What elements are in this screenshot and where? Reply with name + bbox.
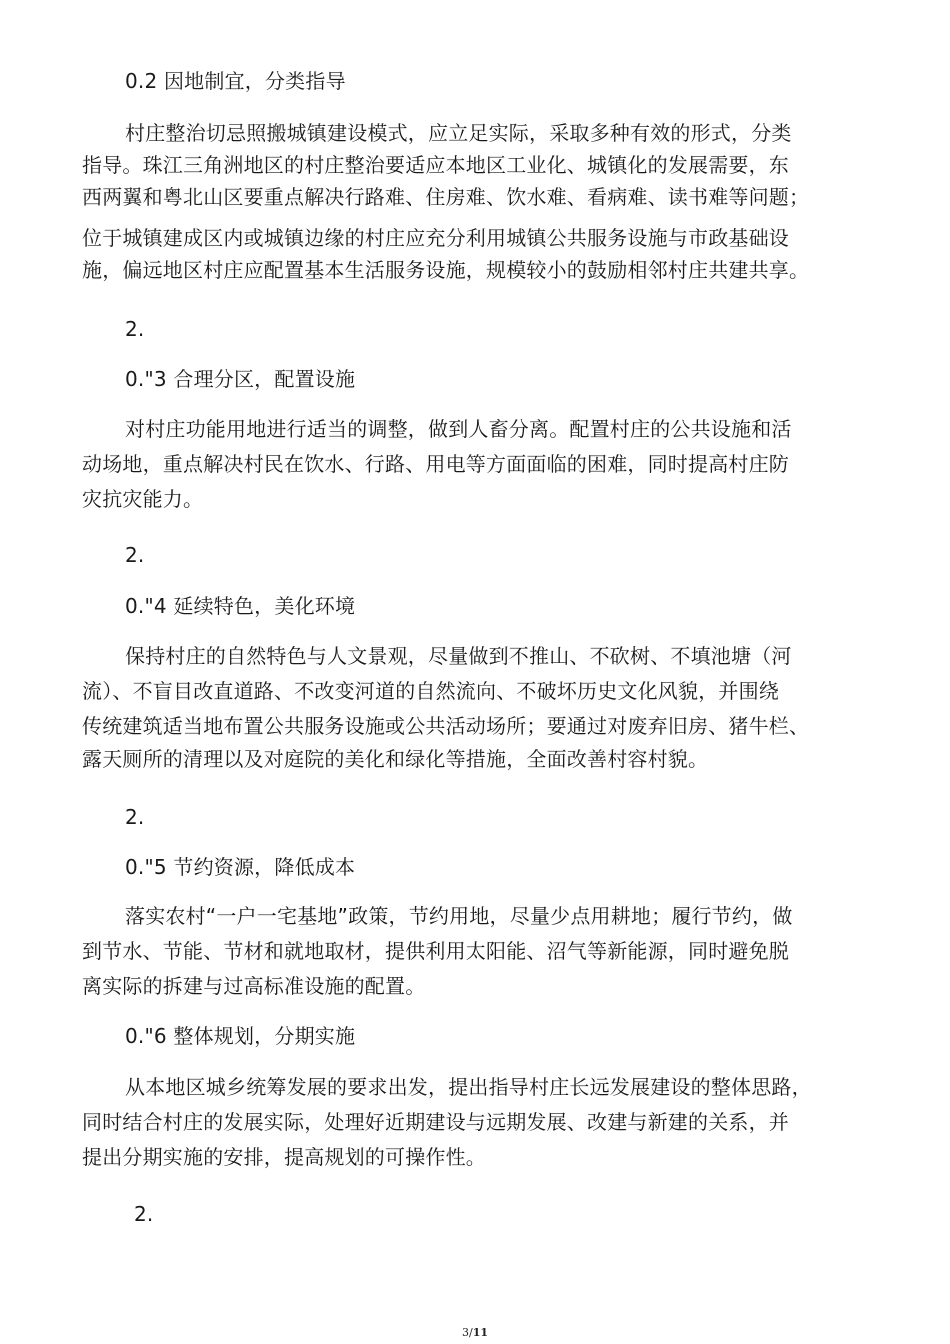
paragraph-line: 对村庄功能用地进行适当的调整，做到人畜分离。配置村庄的公共设施和活 xyxy=(125,417,792,441)
paragraph-line: 传统建筑适当地布置公共服务设施或公共活动场所；要通过对废弃旧房、猪牛栏、 xyxy=(82,714,810,738)
paragraph-line: 落实农村“一户一宅基地”政策，节约用地，尽量少点用耕地；履行节约，做 xyxy=(125,904,793,928)
paragraph-line: 指导。珠江三角洲地区的村庄整治要适应本地区工业化、城镇化的发展需要，东 xyxy=(82,153,789,177)
page-indicator xyxy=(0,1326,950,1340)
paragraph-line: 施，偏远地区村庄应配置基本生活服务设施，规模较小的鼓励相邻村庄共建共享。 xyxy=(82,258,810,282)
paragraph-line: 灾抗灾能力。 xyxy=(82,487,204,511)
section-number: 2. xyxy=(134,1202,154,1226)
paragraph-line: 村庄整治切忌照搬城镇建设模式，应立足实际，采取多种有效的形式，分类 xyxy=(125,121,792,145)
section-heading: 0."4 延续特色，美化环境 xyxy=(125,594,356,618)
paragraph-line: 西两翼和粤北山区要重点解决行路难、住房难、饮水难、看病难、读书难等问题； xyxy=(82,185,810,209)
paragraph-line: 保持村庄的自然特色与人文景观，尽量做到不推山、不砍树、不填池塘（河 xyxy=(125,644,792,668)
section-number: 2. xyxy=(125,805,145,829)
paragraph-line: 提出分期实施的安排，提高规划的可操作性。 xyxy=(82,1145,486,1169)
section-heading: 0."3 合理分区，配置设施 xyxy=(125,367,356,391)
paragraph-line: 动场地，重点解决村民在饮水、行路、用电等方面面临的困难，同时提高村庄防 xyxy=(82,452,789,476)
section-heading: 0.2 因地制宜，分类指导 xyxy=(125,69,346,93)
paragraph-line: 到节水、节能、节材和就地取材，提供利用太阳能、沼气等新能源，同时避免脱 xyxy=(82,939,789,963)
total-pages: 11 xyxy=(472,1326,489,1339)
page-separator: / xyxy=(468,1326,473,1339)
paragraph-line: 从本地区城乡统筹发展的要求出发，提出指导村庄长远发展建设的整体思路， xyxy=(125,1075,812,1099)
paragraph-line: 同时结合村庄的发展实际，处理好近期建设与远期发展、改建与新建的关系，并 xyxy=(82,1110,789,1134)
paragraph-line: 露天厕所的清理以及对庭院的美化和绿化等措施，全面改善村容村貌。 xyxy=(82,747,709,771)
paragraph-line: 位于城镇建成区内或城镇边缘的村庄应充分利用城镇公共服务设施与市政基础设 xyxy=(82,226,789,250)
section-number: 2. xyxy=(125,317,145,341)
paragraph-line: 流）、不盲目改直道路、不改变河道的自然流向、不破坏历史文化风貌，并围绕 xyxy=(82,679,779,703)
section-heading: 0."5 节约资源，降低成本 xyxy=(125,855,356,879)
section-number: 2. xyxy=(125,543,145,567)
paragraph-line: 离实际的拆建与过高标准设施的配置。 xyxy=(82,974,426,998)
current-page: 3 xyxy=(461,1326,469,1339)
section-heading: 0."6 整体规划，分期实施 xyxy=(125,1024,356,1048)
